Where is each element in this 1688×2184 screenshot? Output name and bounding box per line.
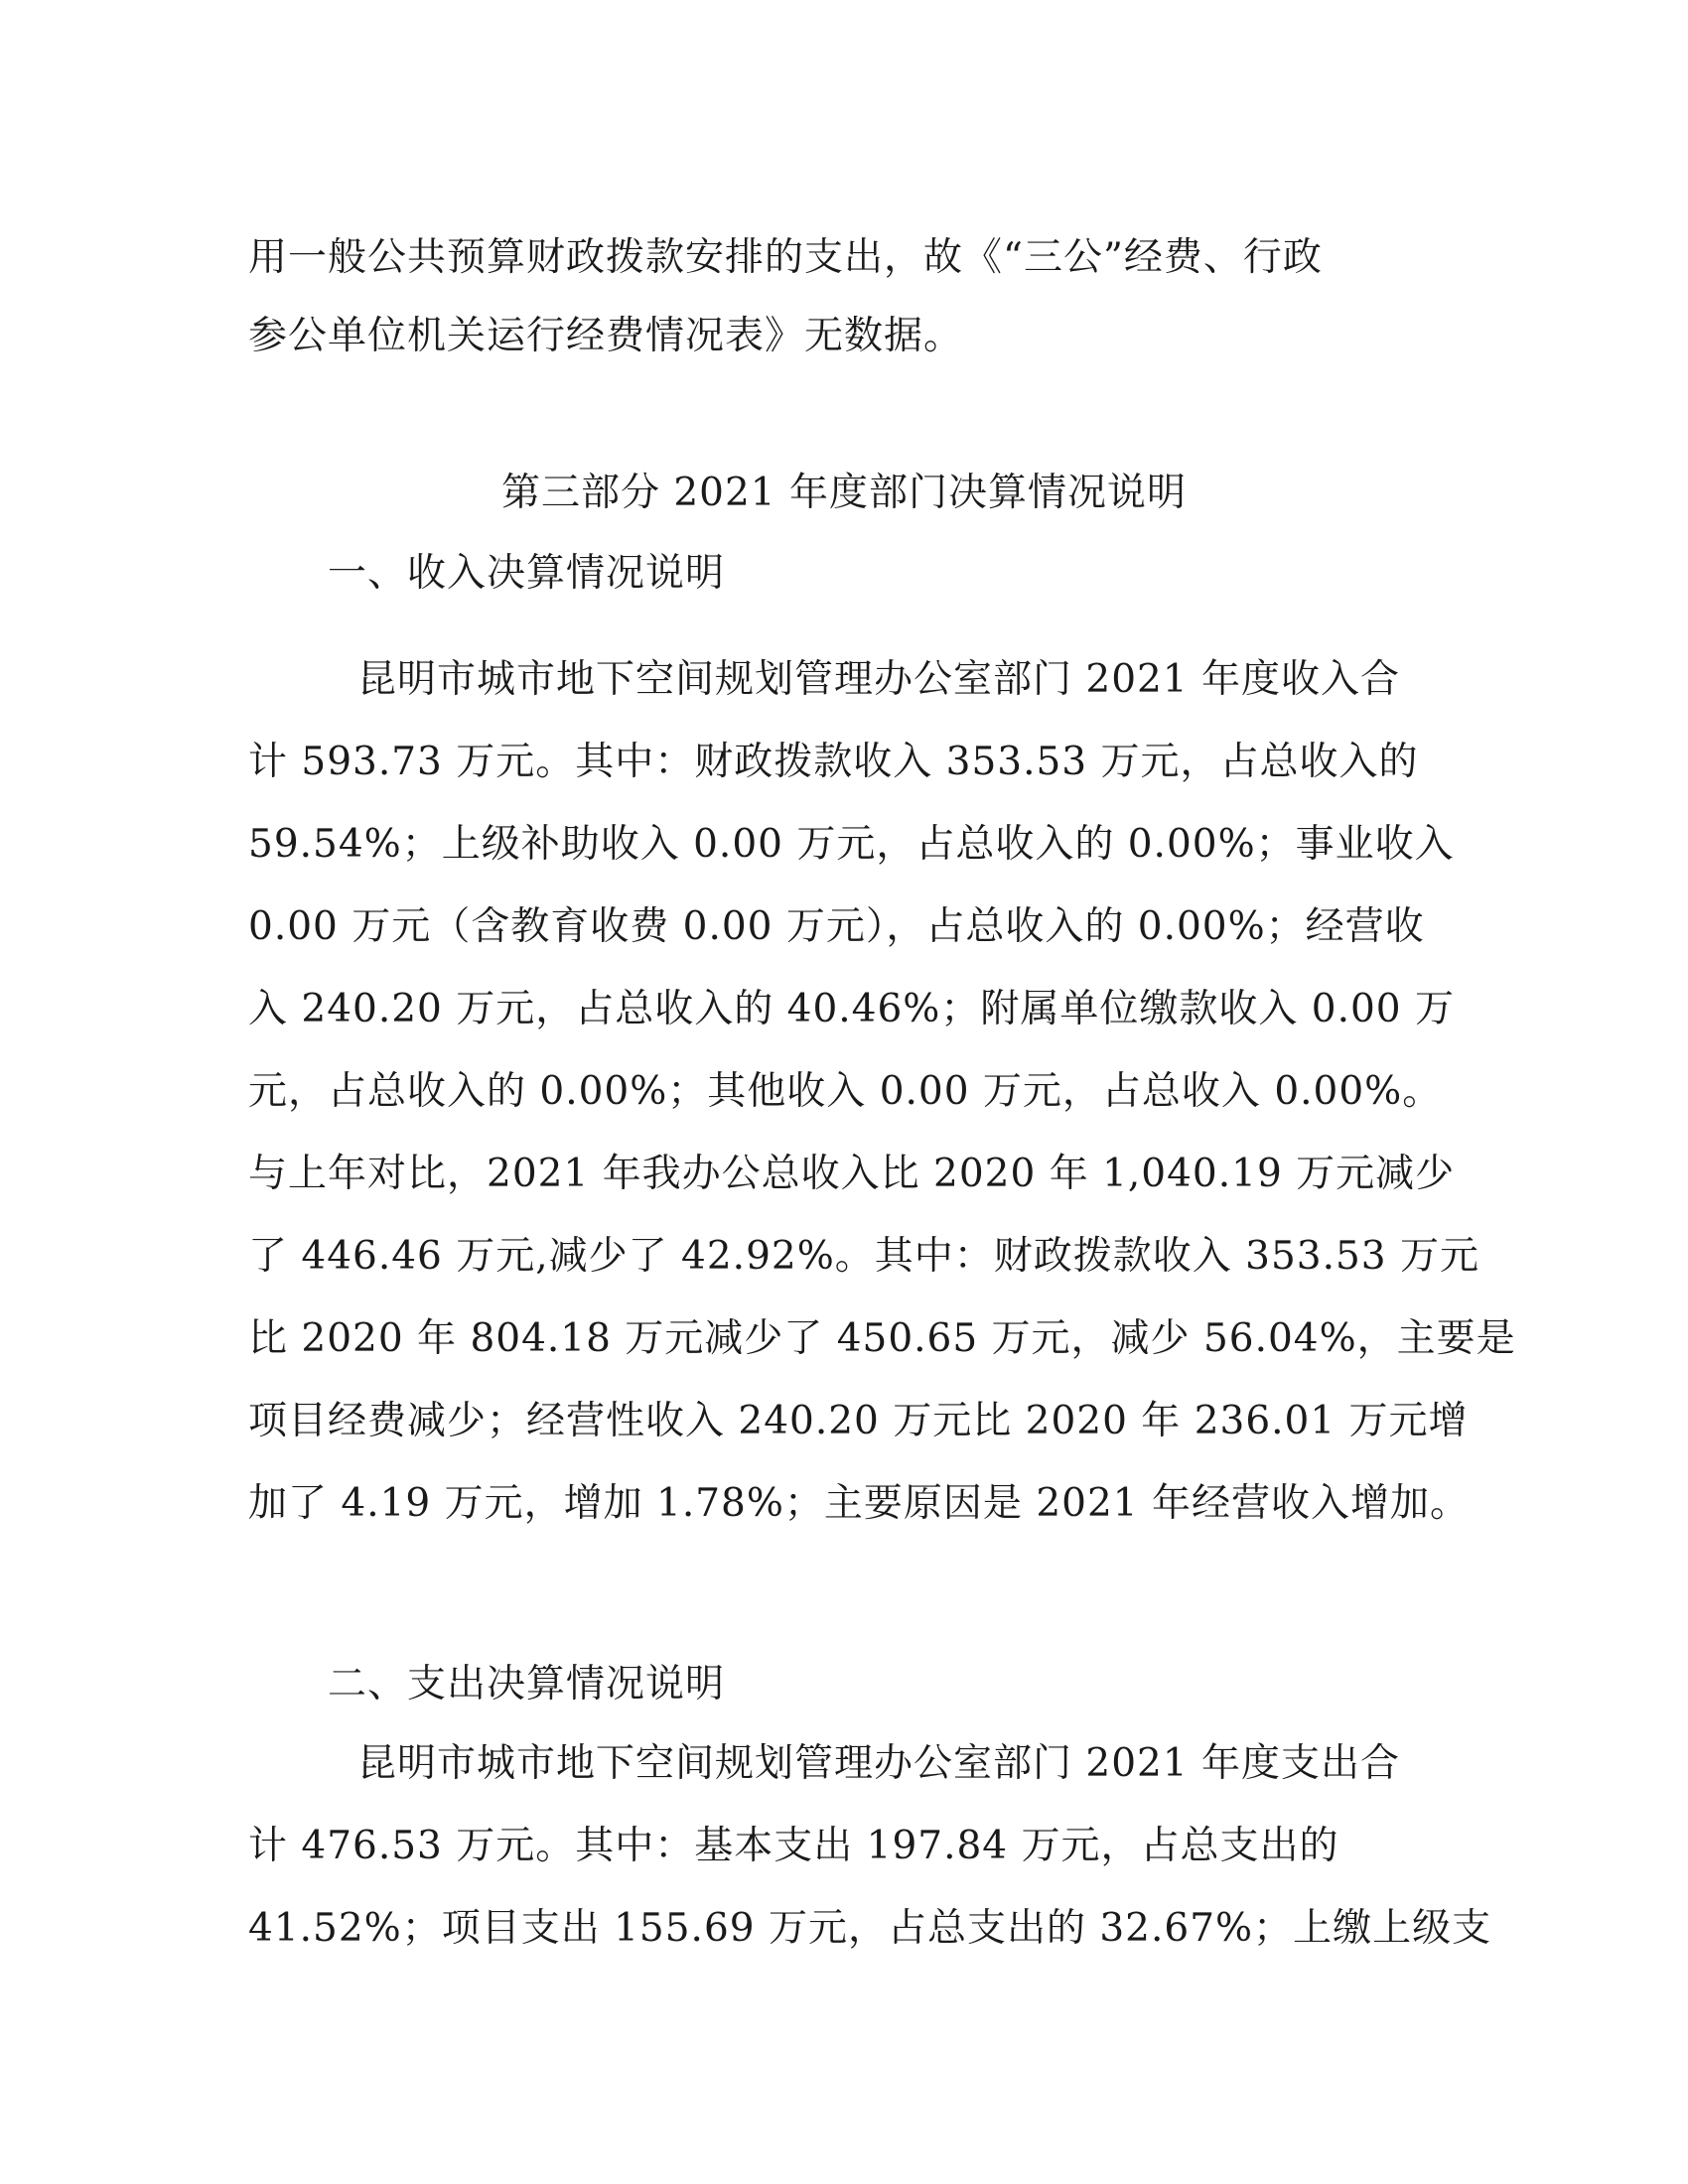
section1-line-9: 比 2020 年 804.18 万元减少了 450.65 万元，减少 56.04%，主要是 bbox=[248, 1316, 1516, 1361]
section1-line-3: 59.54%；上级补助收入 0.00 万元，占总收入的 0.00%；事业收入 bbox=[248, 822, 1455, 867]
section1-line-10: 项目经费减少；经营性收入 240.20 万元比 2020 年 236.01 万元增 bbox=[248, 1399, 1469, 1443]
part-title: 第三部分 2021 年度部门决算情况说明 bbox=[500, 471, 1188, 515]
section1-line-4: 0.00 万元（含教育收费 0.00 万元），占总收入的 0.00%；经营收 bbox=[248, 904, 1425, 949]
section1-line-8: 了 446.46 万元,减少了 42.92%。其中：财政拨款收入 353.53 万元 bbox=[248, 1234, 1480, 1279]
intro-line-2: 参公单位机关运行经费情况表》无数据。 bbox=[248, 314, 964, 358]
section1-line-1: 昆明市城市地下空间规划管理办公室部门 2021 年度收入合 bbox=[357, 657, 1401, 702]
section1-line-6: 元，占总收入的 0.00%；其他收入 0.00 万元，占总收入 0.00%。 bbox=[248, 1069, 1443, 1114]
intro-line-1: 用一般公共预算财政拨款安排的支出，故《“三公”经费、行政 bbox=[248, 235, 1323, 280]
section2-line-1: 昆明市城市地下空间规划管理办公室部门 2021 年度支出合 bbox=[357, 1741, 1401, 1786]
section1-heading: 一、收入决算情况说明 bbox=[328, 551, 726, 596]
section2-line-3: 41.52%；项目支出 155.69 万元，占总支出的 32.67%；上缴上级支 bbox=[248, 1906, 1492, 1951]
section1-line-2: 计 593.73 万元。其中：财政拨款收入 353.53 万元，占总收入的 bbox=[248, 740, 1419, 784]
section1-line-5: 入 240.20 万元，占总收入的 40.46%；附属单位缴款收入 0.00 万 bbox=[248, 987, 1455, 1031]
section1-line-7: 与上年对比，2021 年我办公总收入比 2020 年 1,040.19 万元减少 bbox=[248, 1152, 1456, 1196]
section1-line-11: 加了 4.19 万元，增加 1.78%；主要原因是 2021 年经营收入增加。 bbox=[248, 1481, 1470, 1526]
section2-line-2: 计 476.53 万元。其中：基本支出 197.84 万元，占总支出的 bbox=[248, 1824, 1339, 1868]
section2-heading: 二、支出决算情况说明 bbox=[328, 1662, 726, 1706]
